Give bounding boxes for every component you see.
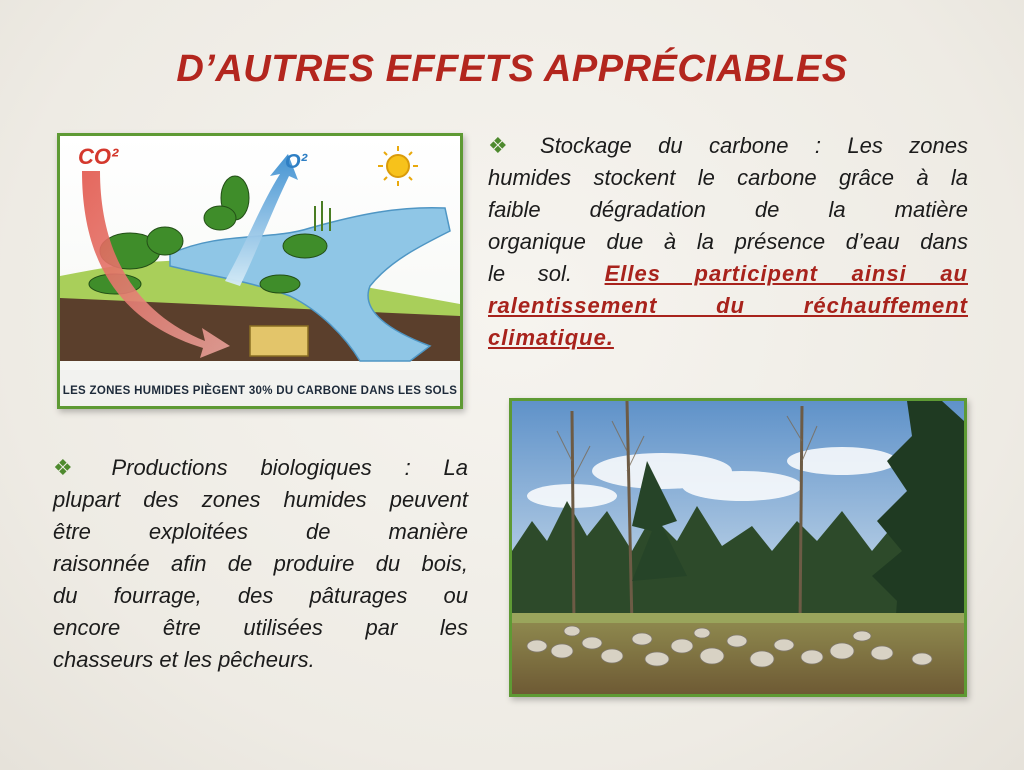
stockage-line-4: organique due à la présence d’eau dans bbox=[488, 229, 968, 254]
stockage-line-2: humides stockent le carbone grâce à la bbox=[488, 165, 968, 190]
diamond-bullet-icon: ❖ bbox=[488, 133, 529, 158]
co2-label: CO² bbox=[78, 144, 119, 169]
productions-line-4: raisonnée afin de produire du bois, bbox=[53, 551, 468, 576]
stockage-line-6 bbox=[488, 290, 968, 322]
o2-label: O² bbox=[285, 151, 308, 173]
sheep-grazing-photo bbox=[509, 398, 967, 697]
illustration-caption: LES ZONES HUMIDES PIÈGENT 30% DU CARBONE DANS LES SOLS bbox=[62, 385, 458, 397]
carbon-stock-block bbox=[250, 326, 308, 356]
productions-line-5: du fourrage, des pâturages ou bbox=[53, 583, 468, 608]
productions-line-1: ❖ Productions biologiques : La bbox=[53, 455, 468, 480]
productions-line-7: chasseurs et les pêcheurs. bbox=[53, 647, 315, 672]
wetland-carbon-illustration bbox=[57, 133, 463, 409]
productions-biologiques-paragraph bbox=[53, 452, 468, 676]
stockage-line-3: faible dégradation de la matière bbox=[488, 197, 968, 222]
stockage-line-5: le sol. Elles participent ainsi au bbox=[488, 261, 968, 286]
highlight-text: ralentissement du réchauffement bbox=[488, 293, 968, 318]
stockage-carbone-paragraph bbox=[488, 130, 968, 354]
highlight-text: climatique. bbox=[488, 325, 614, 350]
stockage-line-1: ❖ Stockage du carbone : Les zones bbox=[488, 133, 968, 158]
diamond-bullet-icon: ❖ bbox=[53, 455, 100, 480]
slide-title: D’AUTRES EFFETS APPRÉCIABLES bbox=[176, 48, 848, 90]
productions-line-6: encore être utilisées par les bbox=[53, 615, 468, 640]
highlight-text: Elles participent ainsi au bbox=[604, 261, 968, 286]
productions-line-2: plupart des zones humides peuvent bbox=[53, 487, 468, 512]
stockage-line-7 bbox=[488, 322, 968, 354]
productions-line-3: être exploitées de manière bbox=[53, 519, 468, 544]
